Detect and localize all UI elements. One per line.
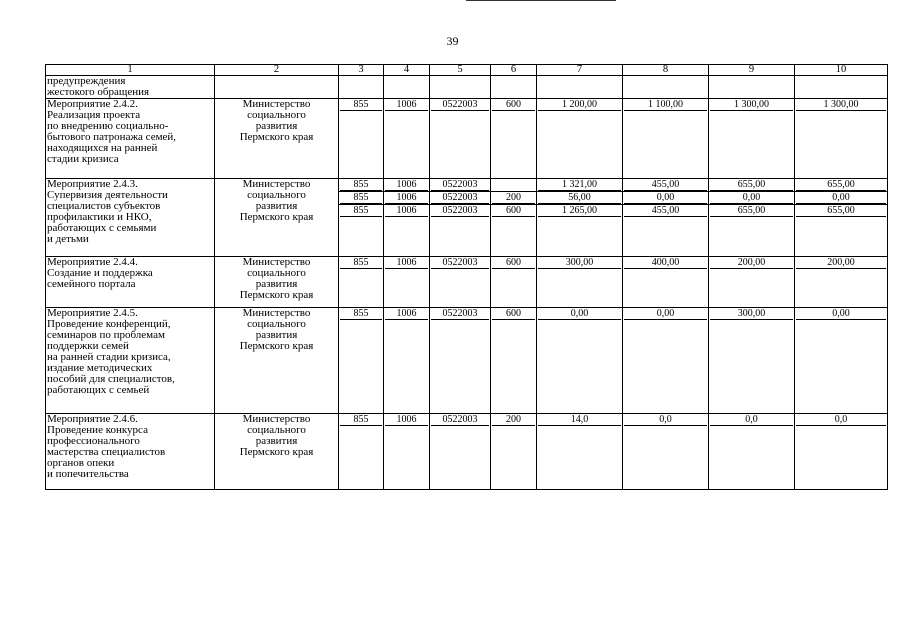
header-cell: 1	[46, 65, 215, 76]
amount-col10-cell	[795, 205, 888, 257]
amount-col8-cell	[623, 179, 709, 192]
target-code-cell	[430, 257, 491, 308]
amount-col9-cell	[709, 192, 795, 205]
organization-cell	[215, 179, 339, 257]
cell-value: 1006	[385, 308, 428, 320]
cell-value: 1006	[385, 99, 428, 111]
organization-cell	[215, 414, 339, 490]
table-row	[46, 76, 888, 99]
table-row	[46, 179, 888, 192]
amount-col7-cell	[537, 76, 623, 99]
amount-col9-cell	[709, 99, 795, 179]
activity-name-line: профилактики и НКО,	[47, 211, 152, 223]
activity-name-line: органов опеки	[47, 457, 115, 469]
activity-name-line: профессионального	[47, 435, 140, 447]
cell-value: 0,0	[624, 414, 707, 426]
cell-value: 855	[340, 308, 382, 320]
organization-line: социального	[247, 424, 306, 436]
cell-value: 0,00	[710, 192, 793, 204]
top-rule	[466, 0, 616, 1]
activity-name-line: Проведение конкурса	[47, 424, 148, 436]
cell-value: 56,00	[538, 192, 621, 204]
activity-name-line: и попечительства	[47, 468, 129, 480]
activity-name-line: Реализация проекта	[47, 109, 141, 121]
cell-value: 1 300,00	[710, 99, 793, 111]
activity-name-line: Мероприятие 2.4.3.	[47, 178, 138, 190]
section-code-cell	[384, 192, 430, 205]
cell-value: 655,00	[796, 179, 886, 191]
cell-value: 1 300,00	[796, 99, 886, 111]
amount-col9-cell	[709, 308, 795, 414]
organization-line: Министерство	[242, 307, 311, 319]
organization-line: Министерство	[242, 256, 311, 268]
amount-col8-cell	[623, 308, 709, 414]
cell-value: 600	[492, 205, 535, 217]
amount-col8-cell	[623, 257, 709, 308]
organization-line: развития	[255, 329, 298, 341]
cell-value: 300,00	[710, 308, 793, 320]
cell-value: 0,00	[624, 308, 707, 320]
header-cell: 2	[215, 65, 339, 76]
organization-line: развития	[255, 435, 298, 447]
activity-name-cell	[46, 76, 215, 99]
amount-col7-cell	[537, 192, 623, 205]
cell-value: 855	[340, 414, 382, 426]
header-cell: 3	[339, 65, 384, 76]
cell-value: 1 200,00	[538, 99, 621, 111]
table-row	[46, 308, 888, 414]
cell-value: 200,00	[796, 257, 886, 269]
cell-value: 1006	[385, 192, 428, 204]
expense-type-cell	[491, 205, 537, 257]
activity-name-line: находящихся на ранней	[47, 142, 158, 154]
organization-line: социального	[247, 189, 306, 201]
cell-value: 655,00	[710, 179, 793, 191]
section-code-cell	[384, 76, 430, 99]
organization-line: социального	[247, 318, 306, 330]
table-body	[46, 65, 888, 490]
section-code-cell	[384, 179, 430, 192]
organization-cell	[215, 99, 339, 179]
cell-value: 1006	[385, 257, 428, 269]
activity-name-cell	[46, 308, 215, 414]
activity-name-line: поддержки семей	[47, 340, 129, 352]
activity-name-cell	[46, 179, 215, 257]
admin-code-cell	[339, 414, 384, 490]
cell-value: 1006	[385, 179, 428, 191]
organization-line: социального	[247, 267, 306, 279]
cell-value: 200	[492, 192, 535, 204]
activity-name-line: Супервизия деятельности	[47, 189, 168, 201]
amount-col9-cell	[709, 179, 795, 192]
header-cell: 4	[384, 65, 430, 76]
amount-col8-cell	[623, 414, 709, 490]
activity-name-line: специалистов субъектов	[47, 200, 161, 212]
target-code-cell	[430, 414, 491, 490]
expense-type-cell	[491, 192, 537, 205]
activity-name-line: мастерства специалистов	[47, 446, 166, 458]
cell-value: 0,00	[538, 308, 621, 320]
amount-col8-cell	[623, 192, 709, 205]
activity-name-line: стадии кризиса	[47, 153, 119, 165]
admin-code-cell	[339, 99, 384, 179]
cell-value: 0522003	[431, 99, 489, 111]
organization-line: развития	[255, 278, 298, 290]
cell-value: 1 100,00	[624, 99, 707, 111]
activity-name-line: Мероприятие 2.4.5.	[47, 307, 138, 319]
cell-value: 0522003	[431, 192, 489, 204]
target-code-cell	[430, 76, 491, 99]
admin-code-cell	[339, 257, 384, 308]
table-row	[46, 414, 888, 490]
activity-name-line: предупреждения	[47, 75, 126, 87]
cell-value: 1006	[385, 414, 428, 426]
organization-line: Министерство	[242, 98, 311, 110]
activity-name-line: работающих с семьей	[47, 384, 150, 396]
cell-value: 455,00	[624, 205, 707, 217]
organization-cell	[215, 257, 339, 308]
amount-col8-cell	[623, 99, 709, 179]
expense-type-cell	[491, 308, 537, 414]
cell-value: 600	[492, 308, 535, 320]
amount-col7-cell	[537, 99, 623, 179]
amount-col10-cell	[795, 308, 888, 414]
cell-value: 200	[492, 414, 535, 426]
amount-col10-cell	[795, 192, 888, 205]
activity-name-line: Мероприятие 2.4.4.	[47, 256, 138, 268]
activity-name-line: Мероприятие 2.4.6.	[47, 413, 138, 425]
activity-name-cell	[46, 257, 215, 308]
table-row	[46, 99, 888, 179]
cell-value: 600	[492, 257, 535, 269]
cell-value: 14,0	[538, 414, 621, 426]
section-code-cell	[384, 205, 430, 257]
expense-type-cell	[491, 179, 537, 192]
activity-name-line: работающих с семьями	[47, 222, 157, 234]
organization-line: Пермского края	[239, 340, 314, 352]
header-cell: 5	[430, 65, 491, 76]
cell-value: 855	[340, 205, 382, 217]
admin-code-cell	[339, 192, 384, 205]
activity-name-line: Проведение конференций,	[47, 318, 171, 330]
activity-name-line: на ранней стадии кризиса,	[47, 351, 171, 363]
admin-code-cell	[339, 76, 384, 99]
organization-line: развития	[255, 200, 298, 212]
activity-name-line: жестокого обращения	[47, 86, 150, 98]
amount-col8-cell	[623, 205, 709, 257]
cell-value: 0,00	[796, 308, 886, 320]
cell-value: 1006	[385, 205, 428, 217]
amount-col7-cell	[537, 205, 623, 257]
cell-value: 855	[340, 257, 382, 269]
admin-code-cell	[339, 179, 384, 192]
activity-name-line: и детьми	[47, 233, 89, 245]
activity-name-cell	[46, 414, 215, 490]
activity-name-cell	[46, 99, 215, 179]
amount-col10-cell	[795, 179, 888, 192]
activity-name-line: семинаров по проблемам	[47, 329, 165, 341]
cell-value: 1 265,00	[538, 205, 621, 217]
organization-line: Пермского края	[239, 131, 314, 143]
header-cell: 10	[795, 65, 888, 76]
cell-value: 0,00	[796, 192, 886, 204]
cell-value: 455,00	[624, 179, 707, 191]
organization-line: социального	[247, 109, 306, 121]
amount-col7-cell	[537, 414, 623, 490]
header-row	[46, 65, 888, 76]
activity-name-line: издание методических	[47, 362, 153, 374]
cell-value: 0,0	[796, 414, 886, 426]
header-cell: 8	[623, 65, 709, 76]
section-code-cell	[384, 308, 430, 414]
cell-value: 0522003	[431, 414, 489, 426]
expense-type-cell	[491, 99, 537, 179]
cell-value: 855	[340, 99, 382, 111]
cell-value: 0522003	[431, 179, 489, 191]
amount-col9-cell	[709, 257, 795, 308]
cell-value: 0,0	[710, 414, 793, 426]
header-cell: 7	[537, 65, 623, 76]
expense-type-cell	[491, 76, 537, 99]
expense-type-cell	[491, 257, 537, 308]
amount-col9-cell	[709, 76, 795, 99]
amount-col9-cell	[709, 414, 795, 490]
organization-cell	[215, 308, 339, 414]
section-code-cell	[384, 257, 430, 308]
target-code-cell	[430, 308, 491, 414]
organization-line: Министерство	[242, 413, 311, 425]
activity-name-line: бытового патронажа семей,	[47, 131, 177, 143]
target-code-cell	[430, 99, 491, 179]
amount-col7-cell	[537, 179, 623, 192]
cell-value: 1 321,00	[538, 179, 621, 191]
cell-value: 855	[340, 179, 382, 191]
cell-value: 855	[340, 192, 382, 204]
amount-col10-cell	[795, 76, 888, 99]
admin-code-cell	[339, 205, 384, 257]
expense-type-cell	[491, 414, 537, 490]
cell-value: 0522003	[431, 257, 489, 269]
amount-col10-cell	[795, 257, 888, 308]
activity-name-line: пособий для специалистов,	[47, 373, 175, 385]
admin-code-cell	[339, 308, 384, 414]
header-cell: 9	[709, 65, 795, 76]
target-code-cell	[430, 192, 491, 205]
header-cell: 6	[491, 65, 537, 76]
cell-value: 0,00	[624, 192, 707, 204]
cell-value: 600	[492, 99, 535, 111]
activity-name-line: Создание и поддержка	[47, 267, 153, 279]
cell-value: 400,00	[624, 257, 707, 269]
organization-line: Министерство	[242, 178, 311, 190]
activity-name-line: по внедрению социально-	[47, 120, 169, 132]
section-code-cell	[384, 99, 430, 179]
target-code-cell	[430, 205, 491, 257]
amount-col10-cell	[795, 414, 888, 490]
cell-value: 655,00	[796, 205, 886, 217]
organization-line: развития	[255, 120, 298, 132]
section-code-cell	[384, 414, 430, 490]
cell-value: 200,00	[710, 257, 793, 269]
amount-col10-cell	[795, 99, 888, 179]
cell-value: 0522003	[431, 205, 489, 217]
amount-col7-cell	[537, 257, 623, 308]
page-number: 39	[446, 34, 459, 48]
activity-name-line: Мероприятие 2.4.2.	[47, 98, 138, 110]
organization-line: Пермского края	[239, 289, 314, 301]
amount-col7-cell	[537, 308, 623, 414]
amount-col9-cell	[709, 205, 795, 257]
cell-value: 0522003	[431, 308, 489, 320]
cell-value: 655,00	[710, 205, 793, 217]
budget-table	[45, 64, 888, 490]
organization-line: Пермского края	[239, 211, 314, 223]
amount-col8-cell	[623, 76, 709, 99]
organization-cell	[215, 76, 339, 99]
activity-name-line: семейного портала	[47, 278, 136, 290]
cell-value: 300,00	[538, 257, 621, 269]
organization-line: Пермского края	[239, 446, 314, 458]
table-row	[46, 257, 888, 308]
target-code-cell	[430, 179, 491, 192]
